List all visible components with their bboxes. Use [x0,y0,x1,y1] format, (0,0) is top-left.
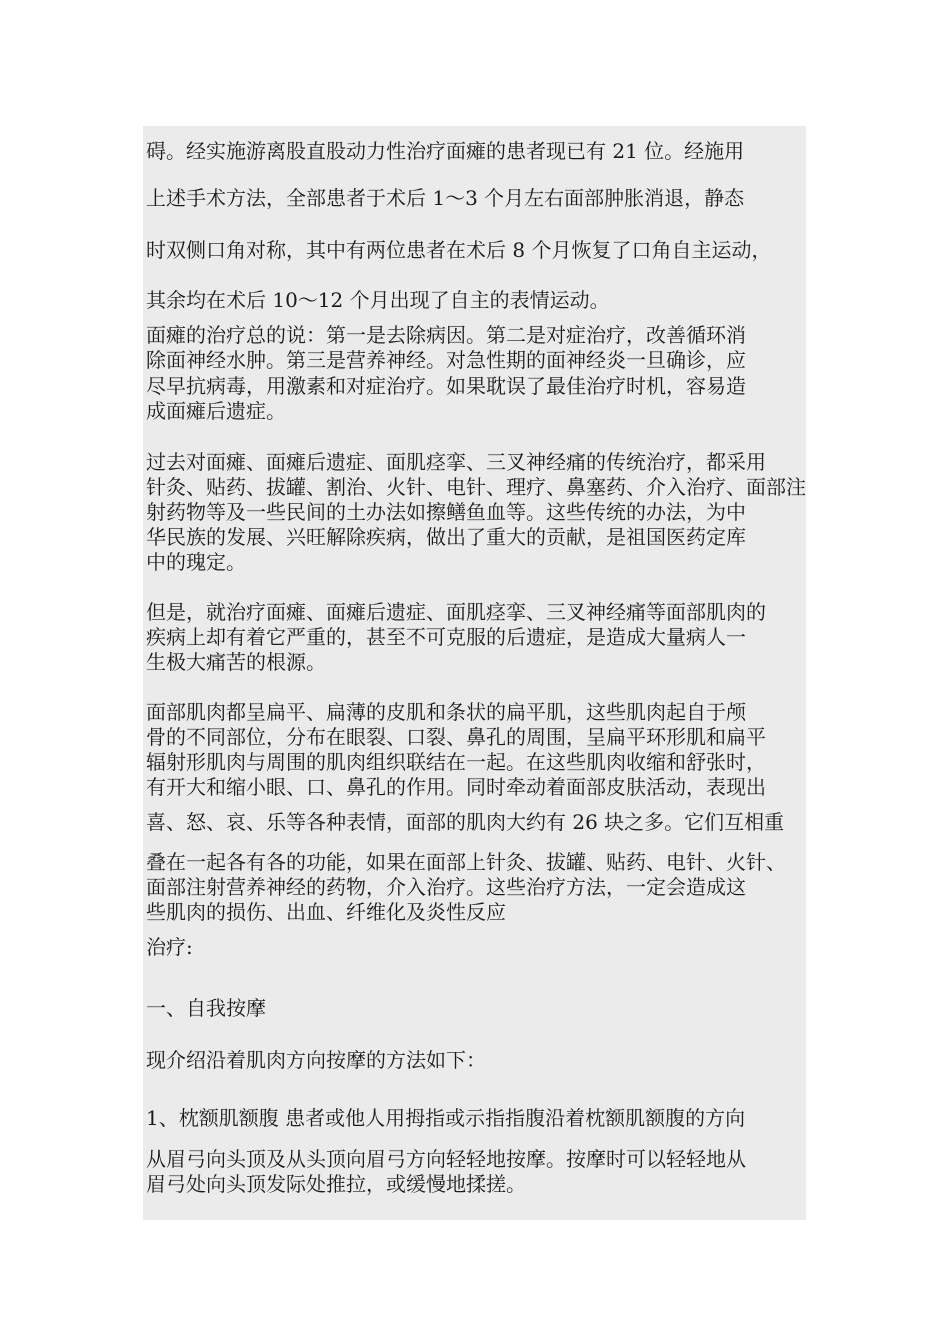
text-line: 面部肌肉都呈扁平、扁薄的皮肌和条状的扁平肌，这些肌肉起自于颅 [146,700,746,724]
text-line: 尽早抗病毒，用激素和对症治疗。如果耽误了最佳治疗时机，容易造 [146,374,746,398]
text-line: 其余均在术后 10～12 个月出现了自主的表情运动。 [146,288,610,312]
text-line: 上述手术方法，全部患者于术后 1～3 个月左右面部肿胀消退，静态 [146,186,745,210]
text-line: 生极大痛苦的根源。 [146,650,326,674]
text-line: 1、枕额肌额腹 患者或他人用拇指或示指指腹沿着枕额肌额腹的方向 [146,1106,746,1130]
text-line: 眉弓处向头顶发际处推拉，或缓慢地揉搓。 [146,1172,526,1196]
text-line: 些肌肉的损伤、出血、纤维化及炎性反应 [146,900,506,924]
text-line: 疾病上却有着它严重的，甚至不可克服的后遗症，是造成大量病人一 [146,625,746,649]
text-line: 现介绍沿着肌肉方向按摩的方法如下： [146,1048,486,1072]
text-line: 中的瑰定。 [146,550,246,574]
text-line: 叠在一起各有各的功能，如果在面部上针灸、拔罐、贴药、电针、火针、 [146,850,786,874]
text-line: 面瘫的治疗总的说：第一是去除病因。第二是对症治疗，改善循环消 [146,323,746,347]
text-line: 华民族的发展、兴旺解除疾病，做出了重大的贡献，是祖国医药定库 [146,525,746,549]
text-line: 面部注射营养神经的药物，介入治疗。这些治疗方法，一定会造成这 [146,875,746,899]
text-line: 但是，就治疗面瘫、面瘫后遗症、面肌痉挛、三叉神经痛等面部肌肉的 [146,600,766,624]
text-line: 一、自我按摩 [146,996,266,1020]
text-line: 时双侧口角对称，其中有两位患者在术后 8 个月恢复了口角自主运动， [146,238,772,262]
text-line: 射药物等及一些民间的土办法如擦鳝鱼血等。这些传统的办法，为中 [146,500,746,524]
text-line: 喜、怒、哀、乐等各种表情，面部的肌肉大约有 26 块之多。它们互相重 [146,810,785,834]
text-line: 骨的不同部位，分布在眼裂、口裂、鼻孔的周围，呈扁平环形肌和扁平 [146,725,766,749]
text-line: 成面瘫后遗症。 [146,399,286,423]
text-line: 从眉弓向头顶及从头顶向眉弓方向轻轻地按摩。按摩时可以轻轻地从 [146,1147,746,1171]
text-line: 过去对面瘫、面瘫后遗症、面肌痉挛、三叉神经痛的传统治疗，都采用 [146,450,766,474]
text-line: 有开大和缩小眼、口、鼻孔的作用。同时牵动着面部皮肤活动，表现出 [146,775,766,799]
text-line: 辐射形肌肉与周围的肌肉组织联结在一起。在这些肌肉收缩和舒张时， [146,750,766,774]
text-line: 治疗: [146,935,193,959]
text-line: 针灸、贴药、拔罐、割治、火针、电针、理疗、鼻塞药、介入治疗、面部注 [146,475,806,499]
text-line: 碍。经实施游离股直股动力性治疗面瘫的患者现已有 21 位。经施用 [146,139,745,163]
text-line: 除面神经水肿。第三是营养神经。对急性期的面神经炎一旦确诊，应 [146,348,746,372]
